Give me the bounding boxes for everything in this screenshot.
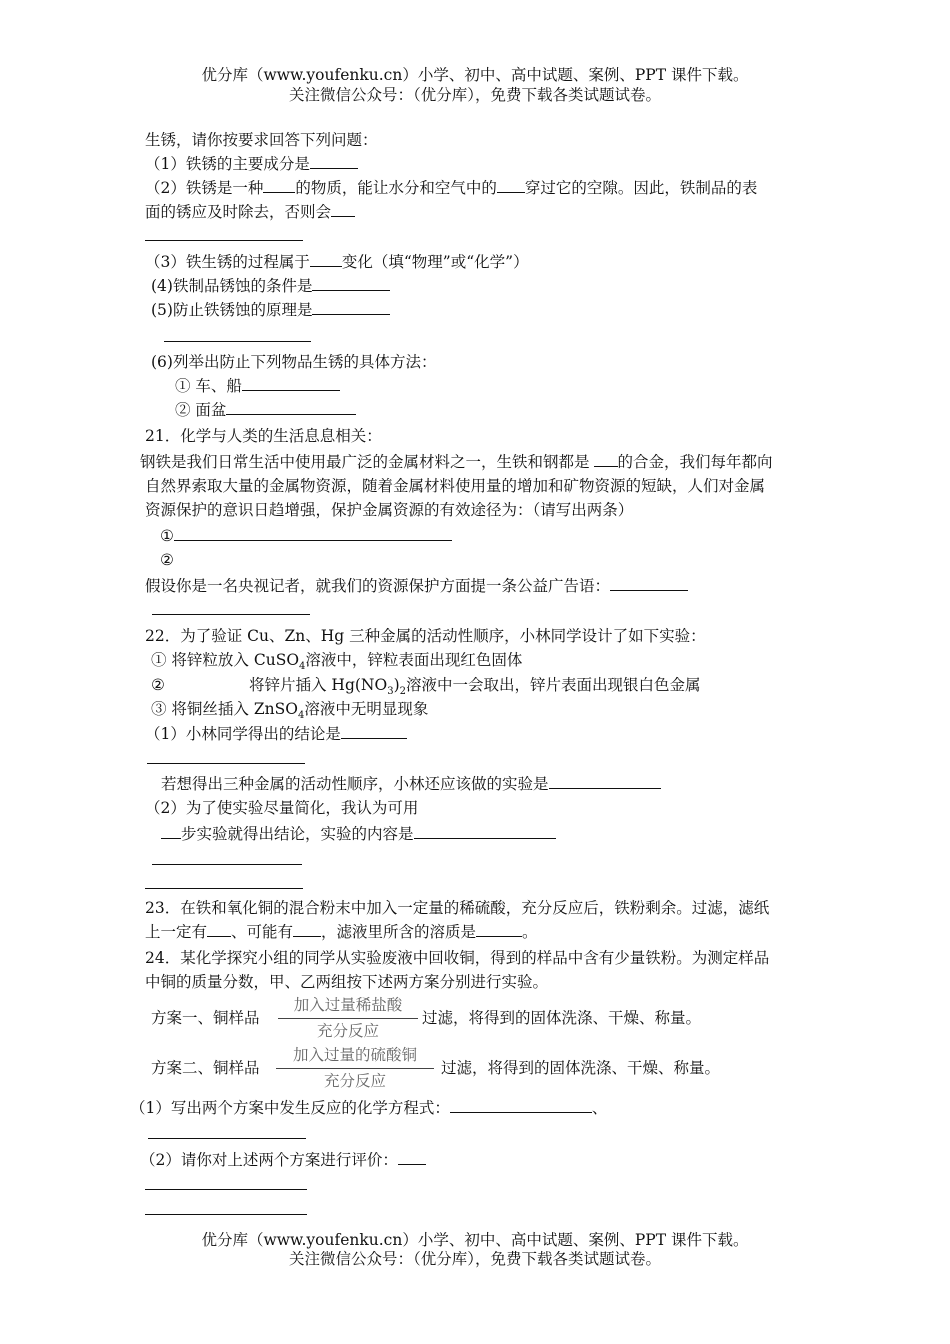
q20-part1 [145,154,358,174]
q20-part3-text-a: （3）铁生锈的过程属于 [145,253,310,271]
q22-exp-3-text-b: 溶液中无明显现象 [304,700,429,718]
q20-part2-text-c: 穿过它的空隙。因此，铁制品的表 [524,179,758,197]
answer-blank[interactable] [174,526,452,541]
answer-line[interactable] [145,240,303,241]
q20-part2-cont [145,202,355,222]
q21-line-4 [145,576,688,596]
q20-part4 [151,276,390,296]
q23-line-2-text-a: 上一定有 [145,923,208,941]
answer-line[interactable] [147,763,305,764]
q24-scheme-1-arrow [278,996,418,1044]
q22-exp-1-text-a: ① 将锌粒放入 CuSO [151,651,300,669]
answer-line[interactable] [148,1138,306,1139]
q24-part2-text: （2）请你对上述两个方案进行评价： [140,1151,398,1169]
answer-blank[interactable] [549,774,661,789]
q20-part2 [145,178,757,198]
q20-part2-text-b: 的物质，能让水分和空气中的 [295,179,497,197]
q20-part3-text-b: 变化（填“物理”或“化学”） [341,253,529,271]
q24-part1-end: 、 [591,1099,608,1117]
answer-blank[interactable] [341,724,407,739]
q22-exp-3 [151,699,428,726]
q22-exp-3-text-a: ③ 将铜丝插入 ZnSO [151,700,298,718]
q20-part1-text: （1）铁锈的主要成分是 [145,155,310,173]
answer-blank[interactable] [450,1098,592,1113]
q24-scheme-2-rest: 过滤，将得到的固体洗涤、干燥、称量。 [441,1059,721,1077]
q21-line-1-text-b: 的合金，我们每年都向 [617,453,773,471]
q22-part2-b [161,824,556,844]
q20-part5 [151,300,390,320]
answer-blank[interactable] [293,922,321,937]
q22-part1-b-text: 若想得出三种金属的活动性顺序，小林还应该做的实验是 [161,775,549,793]
q21-line-1 [140,452,773,472]
answer-blank[interactable] [594,452,618,467]
q22-part1-b [161,774,661,794]
q24-scheme-2-condition: 充分反应 [323,1072,386,1090]
answer-line[interactable] [152,864,302,865]
answer-blank[interactable] [161,824,181,839]
answer-blank[interactable] [312,300,390,315]
q20-part5-text: (5)防止铁锈蚀的原理是 [151,301,313,319]
q23-line-1: 23．在铁和氧化铜的混合粉末中加入一定量的稀硫酸，充分反应后，铁粉剩余。过滤，滤纸 [145,899,770,917]
answer-blank[interactable] [610,576,688,591]
answer-line[interactable] [145,888,303,889]
q22-part2-b-text: 步实验就得出结论，实验的内容是 [181,825,414,843]
q22-exp-2-num: ② [151,676,165,694]
header-line-2: 关注微信公众号：（优分库），免费下载各类试题试卷。 [288,86,661,104]
q24-scheme-1-rest: 过滤，将得到的固体洗涤、干燥、称量。 [422,1009,702,1027]
footer-line-1: 优分库（www.youfenku.cn）小学、初中、高中试题、案例、PPT 课件下载。 [201,1231,749,1249]
q22-exp-2-text-c: 溶液中一会取出，锌片表面出现银白色金属 [406,676,701,694]
q23-line-2-text-d: 。 [522,923,538,941]
answer-blank[interactable] [226,400,356,415]
q20-part6-b-text: ② 面盆 [175,401,227,419]
q24-scheme-1-reagent: 加入过量稀盐酸 [293,996,403,1014]
reaction-arrow-line [278,1018,418,1019]
q24-part1 [130,1098,607,1118]
q21-title: 21．化学与人类的生活息息相关： [145,427,382,445]
q21-line-1-text-a: 钢铁是我们日常生活中使用最广泛的金属材料之一，生铁和钢都是 [140,453,590,471]
q24-line-2: 中铜的质量分数，甲、乙两组按下述两方案分别进行实验。 [145,973,549,991]
q21-circle-1: ① [160,527,174,545]
q23-line-2 [145,922,538,942]
q22-exp-2-sub: 3 [387,686,394,698]
q24-scheme-2-label: 方案二、铜样品 [151,1059,260,1077]
footer-line-2: 关注微信公众号：（优分库），免费下载各类试题试卷。 [288,1250,661,1268]
q22-part1-text: （1）小林同学得出的结论是 [145,725,341,743]
answer-blank[interactable] [242,376,340,391]
q20-part6: (6)列举出防止下列物品生锈的具体方法： [151,353,437,371]
answer-blank[interactable] [398,1150,426,1165]
q22-exp-1-sub: 4 [299,661,306,673]
answer-line[interactable] [164,341,311,342]
q20-part6-b [175,400,356,420]
answer-blank[interactable] [414,824,556,839]
answer-blank[interactable] [207,922,231,937]
answer-blank[interactable] [476,922,522,937]
answer-line[interactable] [145,1189,307,1190]
q20-part3 [145,252,529,272]
q24-part2 [140,1150,426,1170]
answer-blank[interactable] [497,178,525,193]
q24-scheme-2-reagent: 加入过量的硫酸铜 [292,1046,417,1064]
header-line-1: 优分库（www.youfenku.cn）小学、初中、高中试题、案例、PPT 课件下载。 [201,66,749,84]
q23-line-2-text-b: 、可能有 [231,923,294,941]
q21-line-2: 自然界索取大量的金属物资源，随着金属材料使用量的增加和矿物资源的短缺，人们对金属 [145,477,766,495]
q24-scheme-1-label: 方案一、铜样品 [151,1009,260,1027]
q20-part2-text-d: 面的锈应及时除去，否则会 [145,203,332,221]
q24-part1-text: （1）写出两个方案中发生反应的化学方程式： [130,1099,450,1117]
answer-blank[interactable] [331,202,355,217]
q23-line-2-text-c: ，滤液里所含的溶质是 [321,923,477,941]
q20-part4-text: (4)铁制品锈蚀的条件是 [151,277,313,295]
q22-exp-1-text-b: 溶液中，锌粒表面出现红色固体 [305,651,523,669]
answer-blank[interactable] [310,252,342,267]
q20-intro: 生锈，请你按要求回答下列问题： [145,131,378,149]
q24-scheme-1-condition: 充分反应 [316,1022,379,1040]
q22-part2: （2）为了使实验尽量简化，我认为可用 [145,799,419,817]
answer-blank[interactable] [310,154,358,169]
q21-line-4-text: 假设你是一名央视记者，就我们的资源保护方面提一条公益广告语： [145,577,611,595]
q22-part1 [145,724,407,744]
q20-part6-a-text: ① 车、船 [175,377,242,395]
answer-line[interactable] [152,614,310,615]
q22-title: 22．为了验证 Cu、Zn、Hg 三种金属的活动性顺序，小林同学设计了如下实验： [145,627,706,645]
answer-blank[interactable] [312,276,390,291]
q22-exp-2-text-a: 将锌片插入 Hg(NO [249,676,388,694]
q22-exp-3-sub: 4 [297,710,305,722]
q21-line-3: 资源保护的意识日趋增强，保护金属资源的有效途径为：（请写出两条） [145,501,634,519]
reaction-arrow-line [276,1068,434,1069]
q20-part6-a [175,376,340,396]
q22-exp-2-text-b: ) [393,676,400,694]
q22-exp-2-sub-2: 2 [399,686,406,698]
q24-scheme-2-arrow [276,1046,434,1094]
q21-circle-2: ② [160,551,174,569]
answer-line[interactable] [145,1214,307,1215]
q21-answer-1 [160,526,452,546]
answer-blank[interactable] [263,178,295,193]
q20-part2-text-a: （2）铁锈是一种 [145,179,264,197]
q24-line-1: 24．某化学探究小组的同学从实验废液中回收铜，得到的样品中含有少量铁粉。为测定样品 [145,949,770,967]
q22-exp-1 [151,650,522,677]
